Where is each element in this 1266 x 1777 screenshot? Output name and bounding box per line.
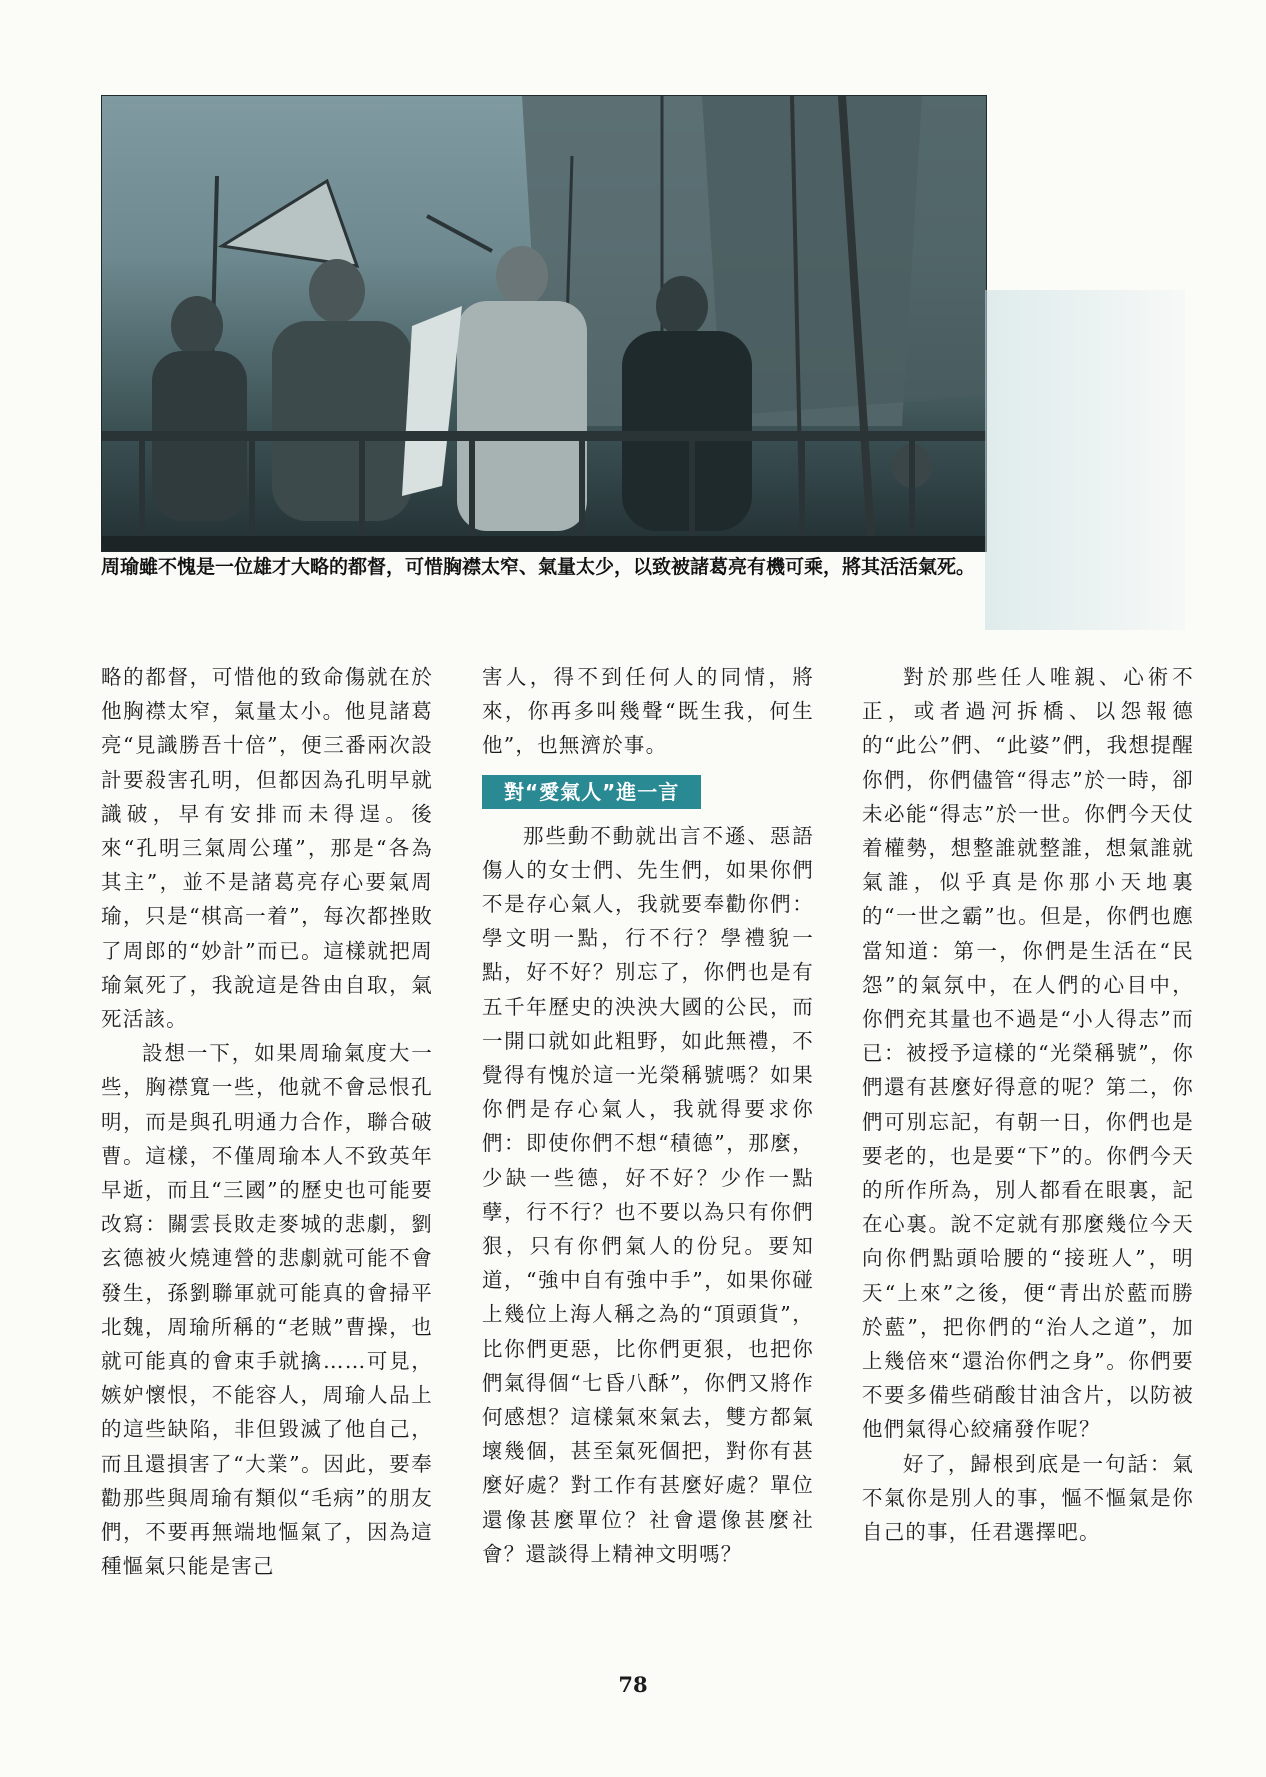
column-1 bbox=[101, 660, 433, 1583]
paragraph: 害人，得不到任何人的同情，將來，你再多叫幾聲“既生我，何生他”，也無濟於事。 bbox=[482, 665, 814, 758]
faded-background-panel bbox=[985, 290, 1185, 630]
paragraph: 好了，歸根到底是一句話：氣不氣你是別人的事，慪不慪氣是你自己的事，任君選擇吧。 bbox=[862, 1451, 1194, 1545]
illustration-photo bbox=[101, 95, 987, 552]
photo-caption: 周瑜雖不愧是一位雄才大略的都督，可惜胸襟太窄、氣量太少，以致被諸葛亮有機可乘，將其活活氣死。 bbox=[101, 556, 976, 578]
warriors-on-ship-image bbox=[102, 96, 986, 551]
column-3 bbox=[862, 660, 1194, 1549]
paragraph: 略的都督，可惜他的致命傷就在於他胸襟太窄，氣量太小。他見諸葛亮“見識勝吾十倍”，便三番兩次設計要殺害孔明，但都因為孔明早就識破，早有安排而未得逞。後來“孔明三氣周公瑾”，那是“各為其主”，並不是諸葛亮存心要氣周瑜，只是“棋高一着”，每次都挫敗了周郎的“妙計”而已。這樣就把周瑜氣死了，我說這是咎由自取，氣死活該。 bbox=[101, 665, 433, 1032]
section-heading: 對“愛氣人”進一言 bbox=[482, 775, 701, 809]
column-2 bbox=[482, 660, 814, 1571]
paragraph: 那些動不動就出言不遜、惡語傷人的女士們、先生們，如果你們不是存心氣人，我就要奉勸你們：學文明一點，行不行？學禮貌一點，好不好？別忘了，你們也是有五千年歷史的泱泱大國的公民，而一開口就如此粗野，如此無禮，不覺得有愧於這一光榮稱號嗎？如果你們是存心氣人，我就得要求你們：即使你們不想“積德”，那麼，少缺一些德，好不好？少作一點孽，行不行？也不要以為只有你們狠，只有你們氣人的份兒。要知道，“強中自有強中手”，如果你碰上幾位上海人稱之為的“頂頭貨”，比你們更惡，比你們更狠，也把你們氣得個“七昏八酥”，你們又將作何感想？這樣氣來氣去，雙方都氣壞幾個，甚至氣死個把，對你有甚麼好處？對工作有甚麼好處？單位還像甚麼單位？社會還像甚麼社會？還談得上精神文明嗎？ bbox=[482, 823, 814, 1566]
page-number: 78 bbox=[618, 1672, 648, 1697]
paragraph: 對於那些任人唯親、心術不正，或者過河拆橋、以怨報德的“此公”們、“此婆”們，我想提醒你們，你們儘管“得志”於一時，卻未必能“得志”於一世。你們今天仗着權勢，想整誰就整誰，想氣誰就氣誰，似乎真是你那小天地裏的“一世之霸”也。但是，你們也應當知道：第一，你們是生活在“民怨”的氣氛中，在人們的心目中，你們充其量也不過是“小人得志”而已：被授予這樣的“光榮稱號”，你們還有甚麼好得意的呢？第二，你們可別忘記，有朝一日，你們也是要老的，也是要“下”的。你們今天的所作所為，別人都看在眼裏，記在心裏。說不定就有那麼幾位今天向你們點頭哈腰的“接班人”，明天“上來”之後，便“青出於藍而勝於藍”，把你們的“治人之道”，加上幾倍來“還治你們之身”。你們要不要多備些硝酸甘油含片，以防被他們氣得心絞痛發作呢？ bbox=[862, 665, 1194, 1442]
paragraph: 設想一下，如果周瑜氣度大一些，胸襟寬一些，他就不會忌恨孔明，而是與孔明通力合作，聯合破曹。這樣，不僅周瑜本人不致英年早逝，而且“三國”的歷史也可能要改寫：關雲長敗走麥城的悲劇，劉玄德被火燒連營的悲劇就可能不會發生，孫劉聯軍就可能真的會掃平北魏，周瑜所稱的“老賊”曹操，也就可能真的會束手就擒……可見，嫉妒懷恨，不能容人，周瑜人品上的這些缺陷，非但毀滅了他自己，而且還損害了“大業”。因此，要奉勸那些與周瑜有類似“毛病”的朋友們，不要再無端地慪氣了，因為這種慪氣只能是害己 bbox=[101, 1041, 433, 1579]
